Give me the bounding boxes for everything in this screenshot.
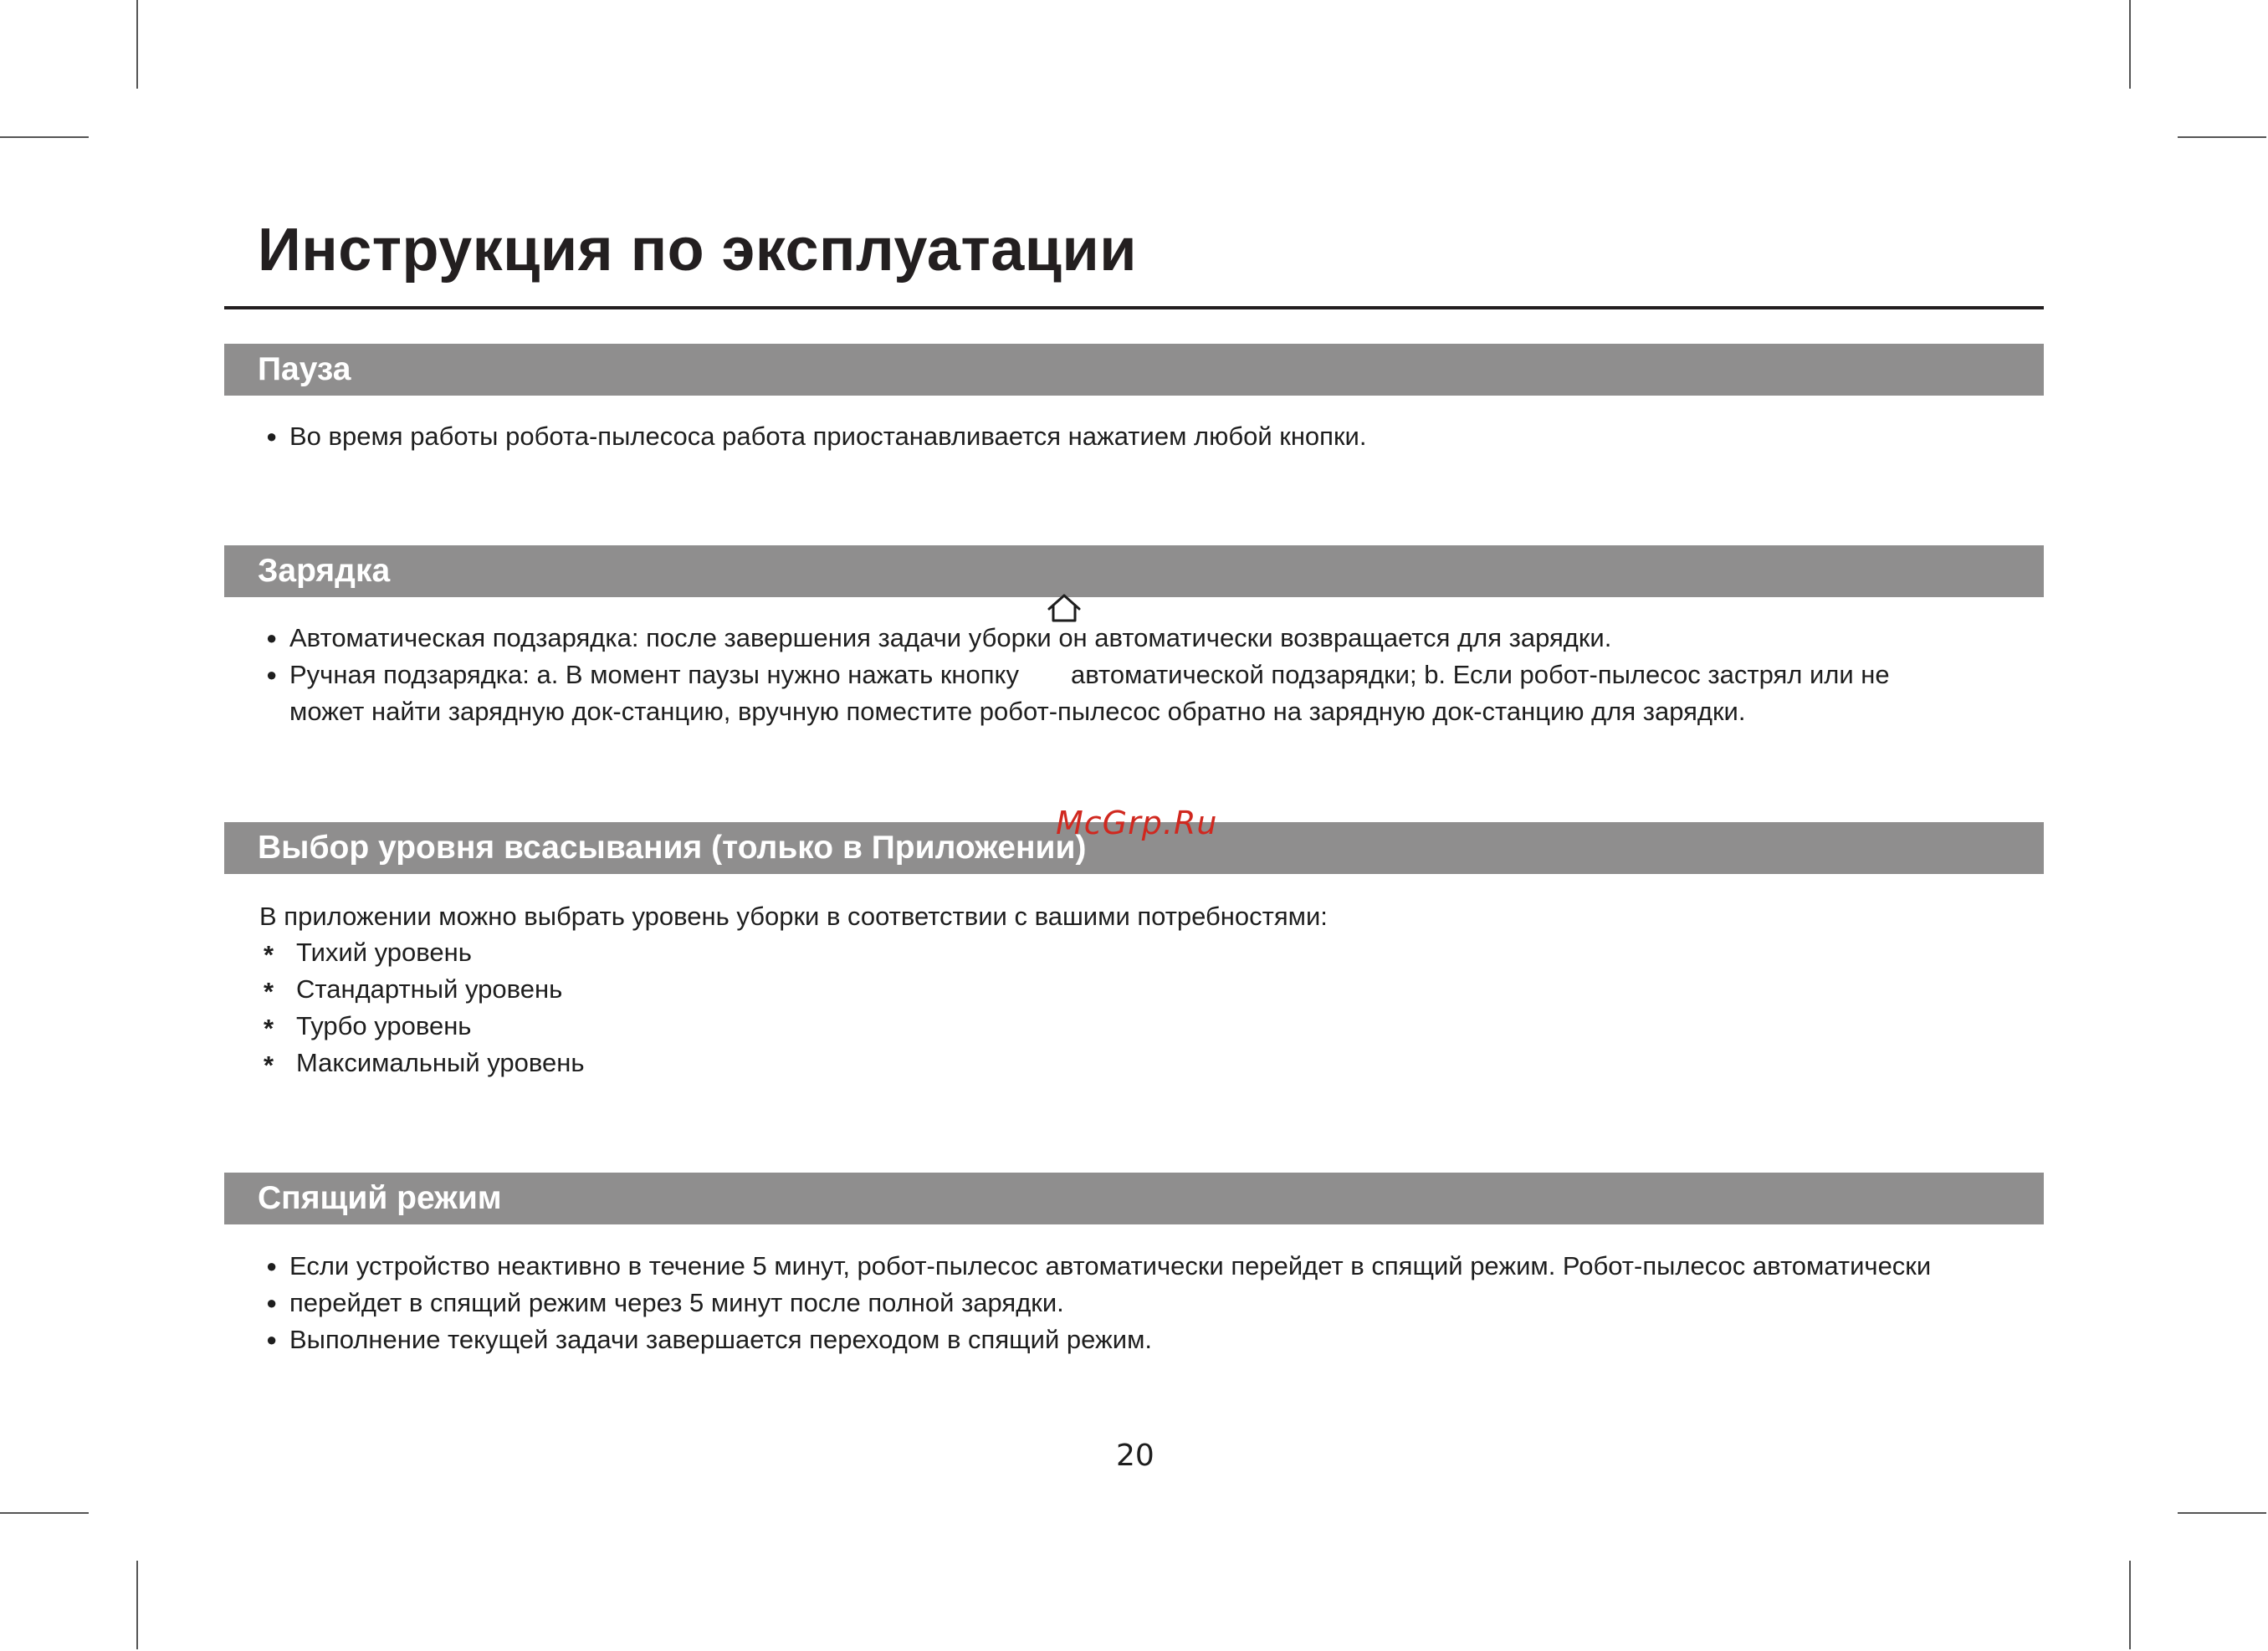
- suction-option: Максимальный уровень: [296, 1048, 585, 1077]
- bullet-icon: ●: [266, 1255, 278, 1276]
- bullet-icon: ●: [266, 1292, 278, 1313]
- sleep-line: Если устройство неактивно в течение 5 минут, робот-пылесос автоматически перейдет в спящий режим. Робот-пылесос автоматически: [289, 1251, 1932, 1280]
- asterisk-icon: *: [264, 1014, 274, 1043]
- page-number: 20: [1116, 1439, 1154, 1473]
- crop-mark: [136, 0, 138, 89]
- crop-mark: [136, 1561, 138, 1649]
- suction-option: Стандартный уровень: [296, 974, 563, 1004]
- crop-mark: [2129, 0, 2131, 89]
- charging-line-auto: Автоматическая подзарядка: после завершения задачи уборки он автоматически возвращается для зарядки.: [289, 623, 1612, 652]
- asterisk-icon: *: [264, 940, 274, 969]
- crop-mark: [0, 136, 89, 138]
- charging-line-manual: [289, 657, 1890, 693]
- crop-mark: [0, 1512, 89, 1514]
- suction-intro: В приложении можно выбрать уровень уборки в соответствии с вашими потребностями:: [259, 902, 1328, 931]
- crop-mark: [2129, 1561, 2131, 1649]
- asterisk-icon: *: [264, 1050, 274, 1080]
- asterisk-icon: *: [264, 977, 274, 1006]
- bullet-icon: ●: [266, 664, 278, 685]
- crop-mark: [2178, 136, 2266, 138]
- charging-line-manual-part1: Ручная подзарядка: a. В момент паузы нужно нажать кнопку: [289, 660, 1019, 689]
- section-header-sleep: Спящий режим: [224, 1173, 2044, 1224]
- sleep-line: Выполнение текущей задачи завершается переходом в спящий режим.: [289, 1325, 1152, 1354]
- suction-option: Тихий уровень: [296, 938, 472, 967]
- pause-line: Во время работы робота-пылесоса работа приостанавливается нажатием любой кнопки.: [289, 422, 1367, 451]
- section-header-pause: Пауза: [224, 344, 2044, 396]
- bullet-icon: ●: [266, 1329, 278, 1350]
- charging-line-manual-part2: автоматической подзарядки; b. Если робот-пылесос застрял или не: [1070, 660, 1890, 689]
- sleep-line: перейдет в спящий режим через 5 минут после полной зарядки.: [289, 1288, 1064, 1317]
- suction-option: Турбо уровень: [296, 1011, 472, 1040]
- crop-mark: [2178, 1512, 2266, 1514]
- bullet-icon: ●: [266, 627, 278, 648]
- page-title: Инструкция по эксплуатации: [258, 217, 1138, 284]
- section-header-suction: Выбор уровня всасывания (только в Приложении): [224, 822, 2044, 874]
- section-header-charging: Зарядка: [224, 545, 2044, 597]
- charging-line-manual-cont: может найти зарядную док-станцию, вручную поместите робот-пылесос обратно на зарядную док-станцию для зарядки.: [289, 697, 1746, 726]
- watermark: McGrp.Ru: [1056, 805, 1218, 841]
- bullet-icon: ●: [266, 426, 278, 447]
- title-divider: [224, 306, 2044, 309]
